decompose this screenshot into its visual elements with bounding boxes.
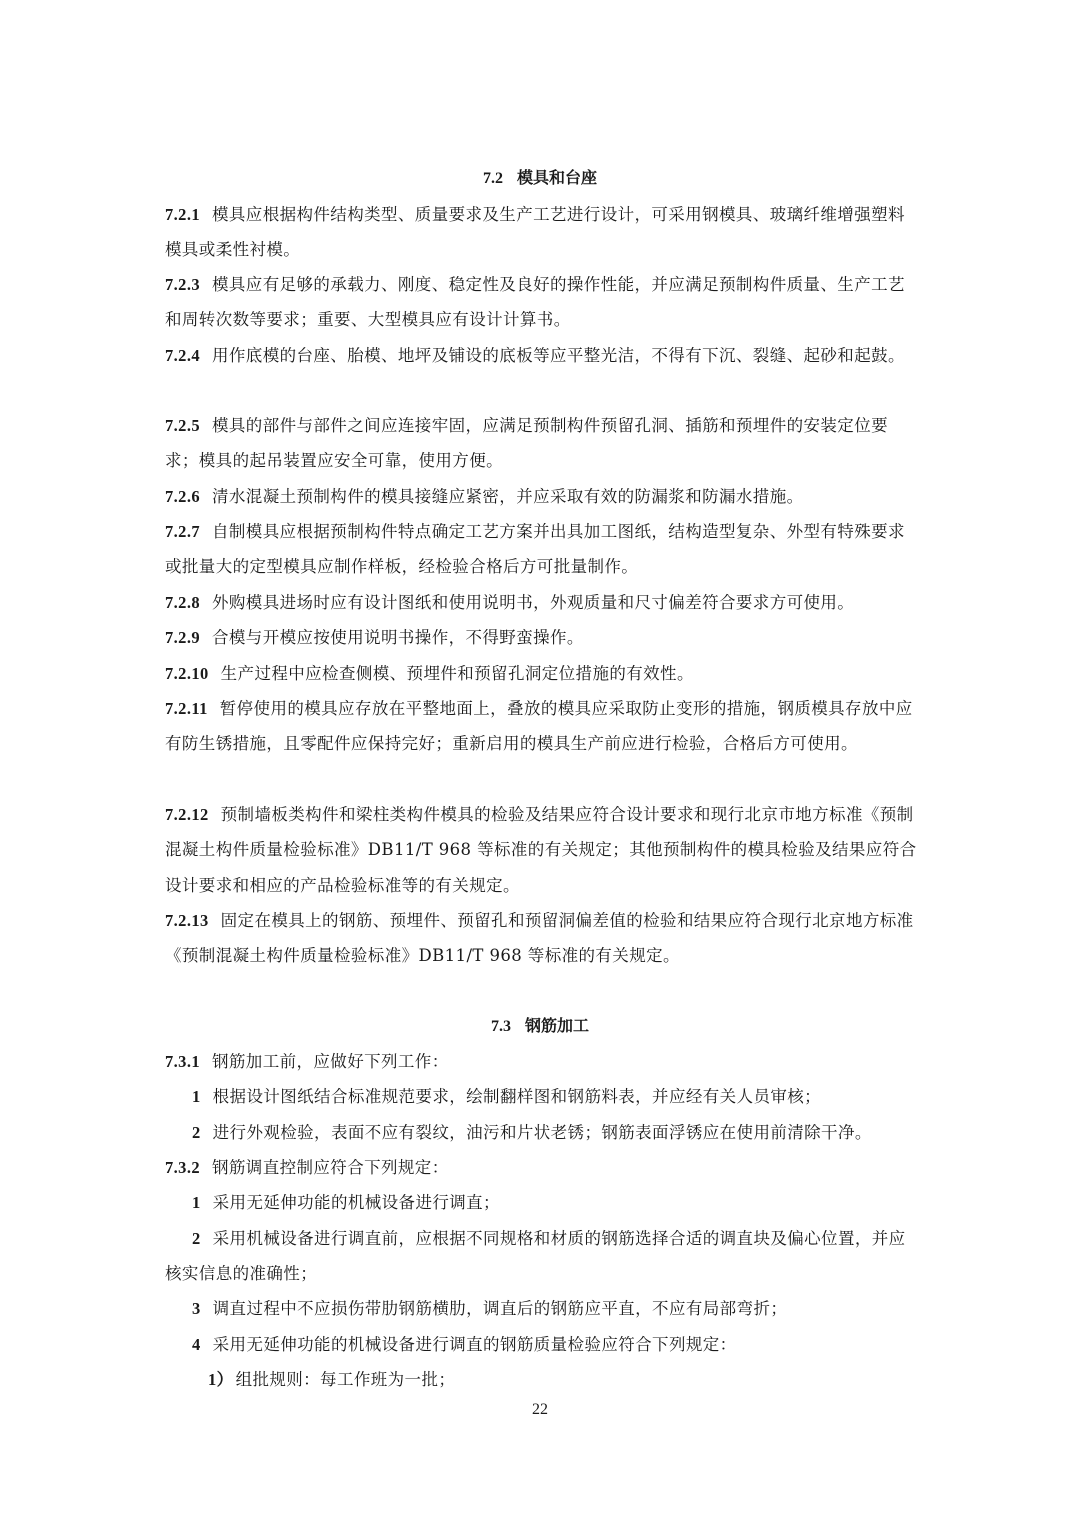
page-number: 22: [532, 1401, 548, 1418]
clause-text: 钢筋调直控制应符合下列规定：: [212, 1158, 449, 1177]
list-item: [165, 1291, 920, 1326]
clause-7-2-1: [165, 197, 920, 268]
clause-number: 7.2.13: [165, 911, 209, 930]
clause-number: 7.2.10: [165, 664, 209, 683]
clause-number: 7.2.6: [165, 487, 200, 506]
clause-text: 模具应根据构件结构类型、质量要求及生产工艺进行设计，可采用钢模具、玻璃纤维增强塑料模具或柔性衬模。: [165, 205, 905, 260]
clause-text: 用作底模的台座、胎模、地坪及铺设的底板等应平整光洁，不得有下沉、裂缝、起砂和起鼓。: [212, 346, 905, 365]
section-title: 钢筋加工: [524, 1016, 589, 1035]
clause-number: 7.2.7: [165, 522, 200, 541]
clause-7-2-6: [165, 479, 920, 514]
sub-list-item: [165, 1362, 920, 1397]
clause-text: 生产过程中应检查侧模、预埋件和预留孔洞定位措施的有效性。: [220, 664, 694, 683]
clause-7-2-9: [165, 620, 920, 655]
clause-text: 钢筋加工前，应做好下列工作：: [212, 1052, 449, 1071]
section-title: 模具和台座: [516, 168, 597, 187]
clause-7-2-12: [165, 797, 920, 903]
clause-7-2-10: [165, 656, 920, 691]
clause-number: 7.2.12: [165, 805, 209, 824]
item-text: 根据设计图纸结合标准规范要求，绘制翻样图和钢筋料表，并应经有关人员审核；: [212, 1087, 822, 1106]
list-item: [165, 1327, 920, 1362]
clause-text: 暂停使用的模具应存放在平整地面上，叠放的模具应采取防止变形的措施，钢质模具存放中应有防生锈措施，且零配件应保持完好；重新启用的模具生产前应进行检验，合格后方可使用。: [165, 699, 913, 754]
clause-text: 固定在模具上的钢筋、预埋件、预留孔和预留洞偏差值的检验和结果应符合现行北京地方标准《预制混凝土构件质量检验标准》DB11/T 968 等标准的有关规定。: [165, 911, 914, 966]
item-number: 1: [192, 1193, 201, 1212]
clause-number: 7.2.5: [165, 416, 200, 435]
section-heading-7-3: [0, 1016, 1080, 1037]
clause-text: 外购模具进场时应有设计图纸和使用说明书，外观质量和尺寸偏差符合要求方可使用。: [212, 593, 855, 612]
clause-number: 7.3.1: [165, 1052, 200, 1071]
item-text: 采用无延伸功能的机械设备进行调直；: [212, 1193, 500, 1212]
clause-text: 清水混凝土预制构件的模具接缝应紧密，并应采取有效的防漏浆和防漏水措施。: [212, 487, 804, 506]
clause-7-2-13: [165, 903, 920, 974]
item-number: 4: [192, 1335, 201, 1354]
clause-number: 7.2.3: [165, 275, 200, 294]
item-number: 2: [192, 1229, 201, 1248]
clause-7-2-8: [165, 585, 920, 620]
list-item: [165, 1185, 920, 1220]
clause-7-2-5: [165, 408, 920, 479]
clause-text: 模具应有足够的承载力、刚度、稳定性及良好的操作性能，并应满足预制构件质量、生产工艺和周转次数等要求；重要、大型模具应有设计计算书。: [165, 275, 905, 330]
clause-number: 7.2.1: [165, 205, 200, 224]
clause-number: 7.3.2: [165, 1158, 200, 1177]
clause-number: 7.2.4: [165, 346, 200, 365]
item-text: 调直过程中不应损伤带肋钢筋横肋，调直后的钢筋应平直，不应有局部弯折；: [212, 1299, 788, 1318]
item-number: 2: [192, 1123, 201, 1142]
section-number: 7.3: [490, 1018, 511, 1035]
list-item: [165, 1079, 920, 1114]
item-number: 1: [192, 1087, 201, 1106]
section-heading-7-2: [0, 168, 1080, 189]
sub-item-text: 组批规则：每工作班为一批；: [235, 1370, 456, 1389]
item-text: 采用机械设备进行调直前，应根据不同规格和材质的钢筋选择合适的调直块及偏心位置，并应核实信息的准确性；: [165, 1229, 906, 1284]
clause-text: 模具的部件与部件之间应连接牢固，应满足预制构件预留孔洞、插筋和预埋件的安装定位要求；模具的起吊装置应安全可靠，使用方便。: [165, 416, 888, 471]
item-text: 进行外观检验，表面不应有裂纹，油污和片状老锈；钢筋表面浮锈应在使用前清除干净。: [212, 1123, 872, 1142]
list-item: [165, 1115, 920, 1150]
clause-text: 预制墙板类构件和梁柱类构件模具的检验及结果应符合设计要求和现行北京市地方标准《预制混凝土构件质量检验标准》DB11/T 968 等标准的有关规定；其他预制构件的模具检验及结果应符合设计要求和相应的产品检验标准等的有关规定。: [165, 805, 917, 895]
list-item: [165, 1221, 920, 1292]
clause-text: 自制模具应根据预制构件特点确定工艺方案并出具加工图纸，结构造型复杂、外型有特殊要求或批量大的定型模具应制作样板，经检验合格后方可批量制作。: [165, 522, 905, 577]
clause-number: 7.2.8: [165, 593, 200, 612]
clause-7-2-11: [165, 691, 920, 762]
section-number: 7.2: [482, 170, 503, 187]
clause-7-2-3: [165, 267, 920, 338]
clause-number: 7.2.9: [165, 628, 200, 647]
clause-text: 合模与开模应按使用说明书操作，不得野蛮操作。: [212, 628, 584, 647]
item-text: 采用无延伸功能的机械设备进行调直的钢筋质量检验应符合下列规定：: [212, 1335, 737, 1354]
clause-number: 7.2.11: [165, 699, 208, 718]
clause-7-2-4: [165, 338, 920, 373]
clause-7-3-1: [165, 1044, 920, 1079]
sub-item-number: 1）: [208, 1370, 234, 1389]
clause-7-3-2: [165, 1150, 920, 1185]
clause-7-2-7: [165, 514, 920, 585]
item-number: 3: [192, 1299, 201, 1318]
